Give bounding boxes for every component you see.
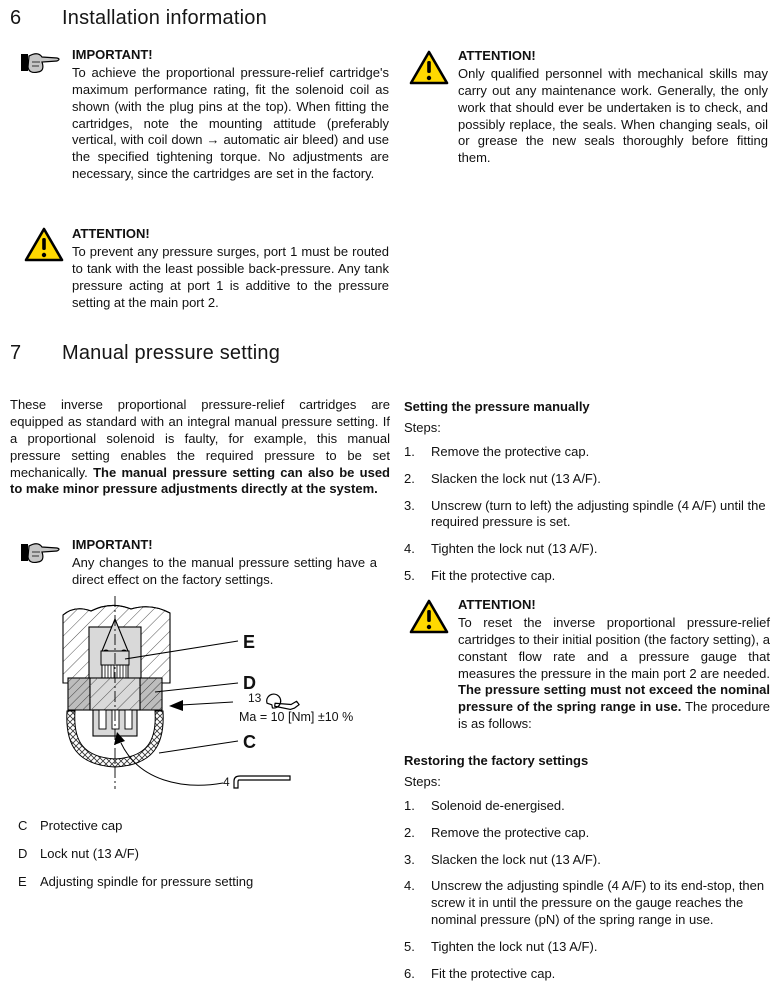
legend-text: Protective cap <box>40 818 123 833</box>
restoring-procedure <box>404 753 770 993</box>
section7-number: 7 <box>10 342 22 364</box>
step-item: Slacken the lock nut (13 A/F). <box>431 851 601 867</box>
attention-label: ATTENTION! <box>458 597 536 612</box>
section7-title: Manual pressure setting <box>62 342 281 364</box>
procedure-heading: Setting the pressure manually <box>404 399 590 414</box>
section6-title: Installation information <box>62 7 267 29</box>
attention-text: Only qualified personnel with mechanical skills may carry out any maintenance work. Generally, the only work that should ever be undertaken is to check, and possibly replace, the seals. When changing seals, oil or grease the new seals thoroughly before fitting them. <box>458 65 768 166</box>
section7-intro <box>10 397 390 498</box>
legend-row <box>18 846 378 863</box>
steps-label: Steps: <box>404 773 441 789</box>
wrench-size-label: 13 <box>248 691 262 705</box>
intro-bold-text: The manual pressure setting can also be used to make minor pressure adjustments directly at the system. <box>10 464 390 497</box>
important-label: IMPORTANT! <box>72 47 153 62</box>
warning-triangle-icon <box>24 227 64 268</box>
important-text: To achieve the proportional pressure-relief cartridge's maximum performance rating, fit the solenoid coil as shown (with the plug pins at the top). When fitting the cartridges, note the mounting attitude (preferably vertical, with coil down → automatic air bleed) and use the specified tightening torque. No adjustments are necessary, since the cartridges are set in the factory. <box>72 64 389 182</box>
step-item: Fit the protective cap. <box>431 568 556 584</box>
steps-label: Steps: <box>404 419 441 435</box>
important-block-1 <box>72 47 389 183</box>
legend-key: E <box>18 873 27 889</box>
legend-key: C <box>18 818 28 833</box>
figure-label-e: E <box>243 632 256 652</box>
important-text: Any changes to the manual pressure setting have a direct effect on the factory settings. <box>72 554 377 587</box>
attention-text <box>458 615 770 733</box>
figure-label-d: D <box>243 673 256 693</box>
warning-triangle-icon <box>409 50 449 91</box>
step-item: Unscrew (turn to left) the adjusting spindle (4 A/F) until the required pressure is set. <box>431 497 766 530</box>
warning-triangle-icon <box>409 599 449 640</box>
attention-block-left <box>72 226 389 311</box>
attention-block-right-bottom <box>458 597 770 733</box>
cartridge-cross-section-figure <box>55 593 370 811</box>
legend-row <box>18 818 378 835</box>
legend-text: Lock nut (13 A/F) <box>40 845 139 861</box>
attention-normal-text: To reset the inverse proportional pressure-relief cartridges to their initial position (the factory setting), a constant flow rate and a pressure gauge that measures the pressure in the main port 2 are needed. <box>458 614 770 681</box>
section6-heading <box>10 5 750 31</box>
attention-bold-text: The pressure setting must not exceed the nominal pressure of the spring range in use. <box>458 682 770 715</box>
step-item: Slacken the lock nut (13 A/F). <box>431 470 601 486</box>
procedure-heading: Restoring the factory settings <box>404 753 589 768</box>
step-item: Tighten the lock nut (13 A/F). <box>431 541 598 557</box>
manual-setting-steps <box>404 444 770 585</box>
attention-block-right-top <box>458 48 768 167</box>
figure-legend <box>18 818 378 902</box>
figure-label-c: C <box>243 732 256 752</box>
step-item: Remove the protective cap. <box>431 824 590 840</box>
legend-key: D <box>18 845 28 861</box>
hex-key-icon <box>234 776 290 788</box>
step-item: Tighten the lock nut (13 A/F). <box>431 939 598 955</box>
step-item: Fit the protective cap. <box>431 966 556 982</box>
wrench-icon <box>266 693 300 711</box>
hex-size-label: 4 <box>223 775 230 789</box>
step-item: Unscrew the adjusting spindle (4 A/F) to its end-stop, then screw it in until the pressure on the gauge reaches the nominal pressure (pN) of the spring range in use. <box>431 878 765 928</box>
step-item: Solenoid de-energised. <box>431 797 565 813</box>
attention-text: To prevent any pressure surges, port 1 must be routed to tank with the least possible back-pressure. Any tank pressure acting at port 1 is additive to the pressure setting at the main port 2. <box>72 243 389 310</box>
legend-row <box>18 874 378 891</box>
section6-number: 6 <box>10 7 22 29</box>
attention-end-text: The procedure is as follows: <box>458 699 770 732</box>
important-label: IMPORTANT! <box>72 537 153 552</box>
step-item: Remove the protective cap. <box>431 443 590 459</box>
section7-heading <box>10 340 750 366</box>
important-block-2 <box>72 537 377 589</box>
legend-text: Adjusting spindle for pressure setting <box>40 873 254 889</box>
manual-setting-procedure <box>404 399 770 595</box>
torque-label: Ma = 10 [Nm] ±10 % <box>239 710 354 724</box>
pointing-hand-icon <box>20 539 62 571</box>
pointing-hand-icon <box>20 49 62 81</box>
attention-label: ATTENTION! <box>458 48 536 63</box>
attention-label: ATTENTION! <box>72 226 150 241</box>
intro-normal-text: These inverse proportional pressure-relief cartridges are equipped as standard with an integral manual pressure setting. If a proportional solenoid is faulty, for example, this manual pressure setting enables the required pressure to be set mechanically. <box>10 397 390 480</box>
restoring-steps <box>404 798 770 983</box>
